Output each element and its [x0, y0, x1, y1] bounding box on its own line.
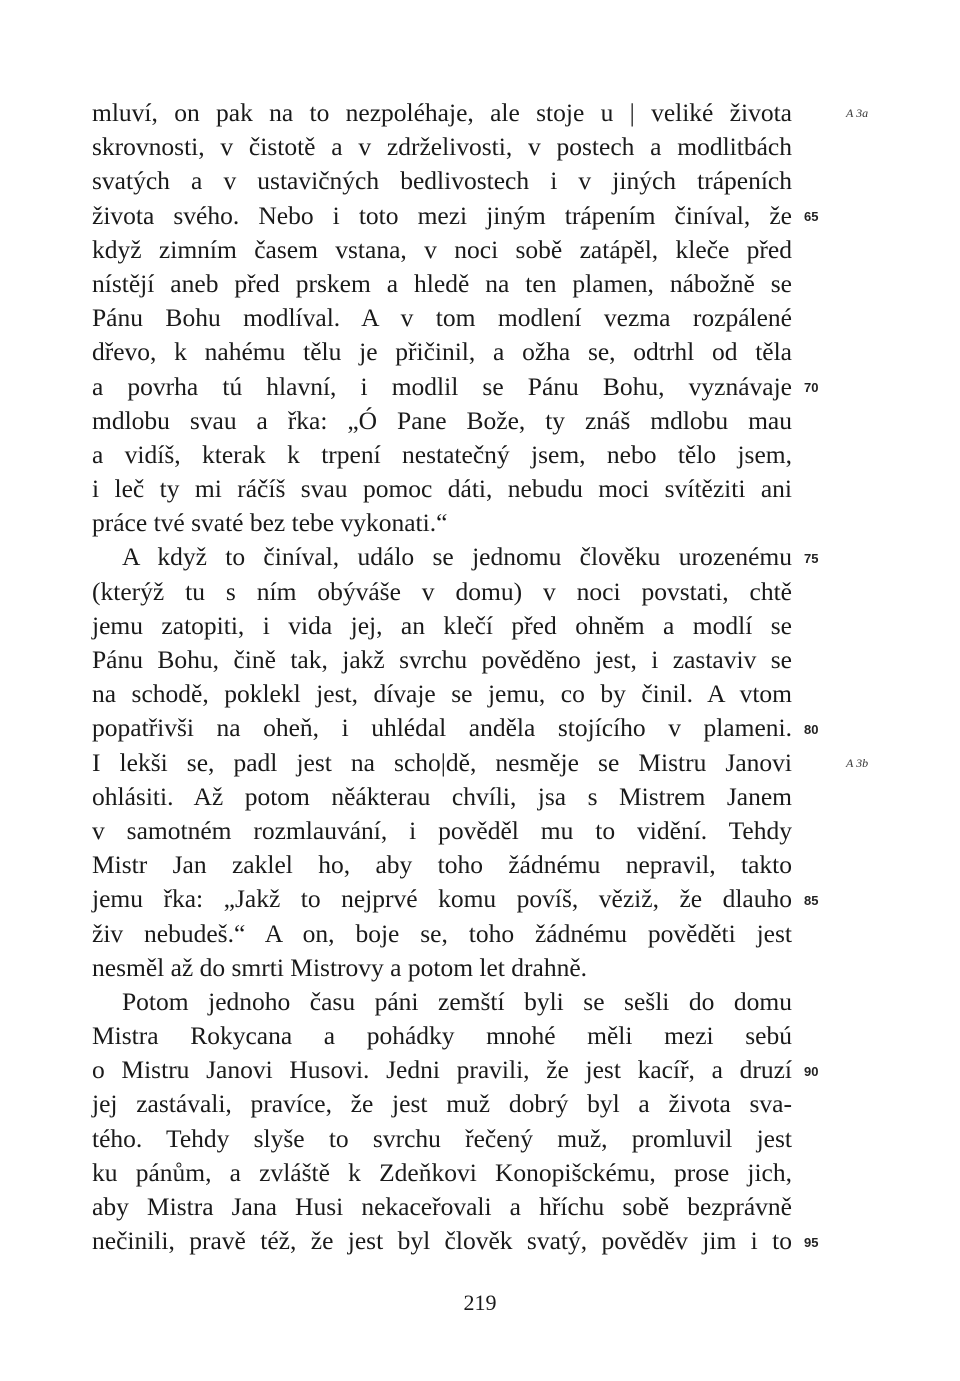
text-line: Pánu Bohu modlíval. A v tom modlení vezma rozpálené	[92, 303, 792, 333]
text-line: mluví, on pak na to nezpoléhaje, ale stoje u | veliké života	[92, 98, 792, 127]
text-line: Potom jednoho času páni zemští byli se sešli do domu	[122, 986, 792, 1016]
margin-reference: A 3a	[846, 106, 869, 120]
text-line: živ nebudeš.“ A on, boje se, toho žádnému pověděti jest	[92, 918, 792, 948]
text-line: a povrha tú hlavní, i modlil se Pánu Bohu, vyznávaje	[92, 371, 792, 401]
text-line: když zimním časem vstana, v noci sobě zatápěl, kleče před	[92, 234, 792, 264]
text-line: nístějí aneb před prskem a hledě na ten plamen, nábožně se	[92, 268, 792, 298]
text-line: v samotném rozmlauvání, i pověděl mu to vidění. Tehdy	[92, 815, 792, 845]
text-line: o Mistru Janovi Husovi. Jedni pravili, že jest kacíř, a druzí	[92, 1055, 792, 1085]
line-number: 75	[804, 550, 819, 566]
text-line: popatřivši na oheň, i uhlédal anděla stojícího v plameni.	[92, 713, 792, 743]
body-text	[92, 96, 792, 1258]
text-line: I lekši se, padl jest na scho|dě, nesměje se Mistru Janovi	[92, 747, 792, 777]
line-number: 80	[804, 721, 819, 737]
text-line: a vidíš, kterak k trpení nestatečný jsem, nebo tělo jsem,	[92, 439, 792, 469]
text-line: (kterýž tu s ním obýváše v domu) v noci povstati, chtě	[92, 576, 792, 606]
text-line: života svého. Nebo i toto mezi jiným trápením činíval, že	[92, 200, 792, 230]
line-number: 95	[804, 1234, 819, 1250]
text-line: mdlobu svau a řka: „Ó Pane Bože, ty znáš mdlobu mau	[92, 405, 792, 435]
text-line: jemu zatopiti, i vida jej, an klečí před ohněm a modlí se	[92, 610, 792, 640]
margin-reference: A 3b	[846, 755, 869, 770]
text-line: Mistr Jan zaklel ho, aby toho žádnému nepravil, takto	[92, 850, 792, 880]
text-line: skrovnosti, v čistotě a v zdrželivosti, v postech a modlitbách	[92, 132, 792, 162]
text-line: Pánu Bohu, čině tak, jakž svrchu pověděno jest, i zastaviv se	[92, 645, 792, 674]
text-line: i leč ty mi ráčíš svau pomoc dáti, nebudu moci svítěziti ani	[92, 474, 792, 504]
page-number: 219	[463, 1290, 497, 1315]
text-line: na schodě, poklekl jest, dívaje se jemu, co by činil. A vtom	[92, 679, 792, 709]
text-line: svatých a v ustavičných bedlivostech i v jiných trápeních	[92, 166, 792, 196]
text-line: ohlásiti. Až potom něákterau chvíli, jsa s Mistrem Janem	[92, 781, 792, 811]
text-line: dřevo, k nahému tělu je přičinil, a ožha se, odtrhl od těla	[92, 337, 792, 367]
line-number: 85	[804, 892, 819, 908]
text-line: práce tvé svaté bez tebe vykonati.“	[92, 508, 448, 538]
text-line: jemu řka: „Jakž to nejprvé komu povíš, věziž, že dlauho	[92, 884, 792, 914]
text-line: A když to činíval, událo se jednomu člověku urozenému	[122, 542, 792, 572]
line-number: 70	[804, 379, 819, 395]
text-line: tého. Tehdy slyše to svrchu řečený muž, promluvil jest	[92, 1123, 792, 1153]
text-line: ku pánům, a zvláště k Zdeňkovi Konopišckému, prose jich,	[92, 1157, 792, 1187]
line-number: 90	[804, 1063, 819, 1079]
line-number: 65	[804, 208, 819, 224]
text-line: aby Mistra Jana Husi nekaceřovali a hříchu sobě bezprávně	[92, 1192, 792, 1221]
text-line: nesměl až do smrti Mistrovy a potom let drahně.	[92, 952, 588, 982]
text-line: Mistra Rokycana a pohádky mnohé měli mezi sebú	[92, 1021, 792, 1051]
text-line: nečinili, pravě též, že jest byl člověk svatý, pověděv jim i to	[92, 1226, 792, 1256]
text-line: jej zastávali, pravíce, že jest muž dobrý byl a života sva-	[92, 1089, 792, 1119]
